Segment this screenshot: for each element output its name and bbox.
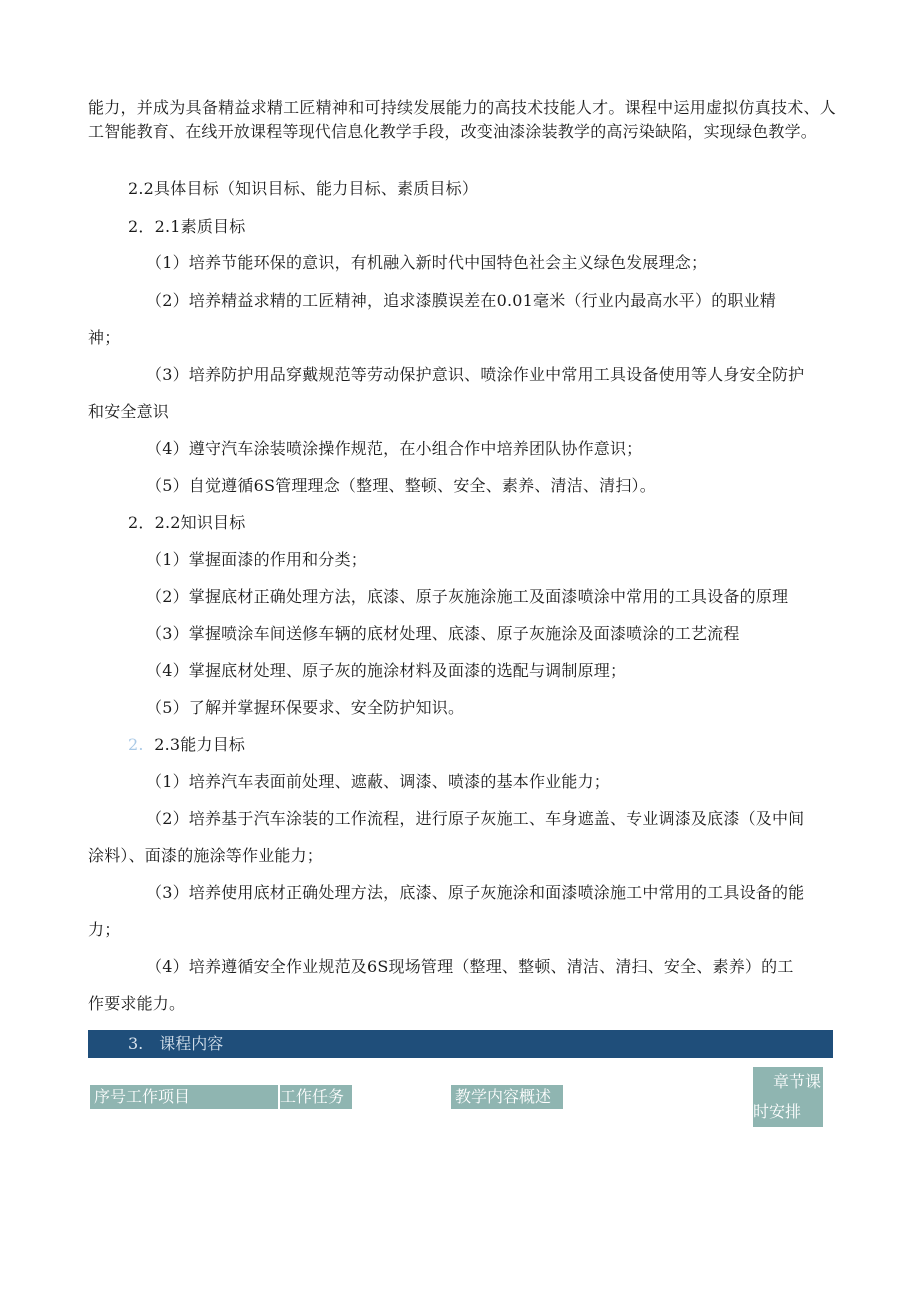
table-header-content: 教学内容概述	[451, 1085, 563, 1109]
quality-item-4: （4）遵守汽车涂装喷涂操作规范，在小组合作中培养团队协作意识；	[146, 439, 643, 458]
table-header-seq-project: 序号工作项目	[90, 1085, 278, 1109]
heading-2-2-3	[128, 733, 245, 757]
ability-item-3-cont: 力；	[88, 920, 121, 939]
table-header-hours-line1: 章节课	[772, 1072, 821, 1091]
quality-item-3-cont: 和安全意识	[88, 402, 170, 421]
knowledge-item-5: （5）了解并掌握环保要求、安全防护知识。	[146, 698, 465, 717]
table-header-hours-line2: 时安排	[753, 1102, 802, 1121]
table-header-hours	[753, 1067, 823, 1127]
heading-2-2: 2.2具体目标（知识目标、能力目标、素质目标）	[128, 179, 479, 198]
ability-item-4-cont: 作要求能力。	[88, 994, 186, 1013]
table-header-task: 工作任务	[280, 1085, 352, 1109]
knowledge-item-2: （2）掌握底材正确处理方法，底漆、原子灰施涂施工及面漆喷涂中常用的工具设备的原理	[146, 587, 789, 606]
heading-2-2-2: 2．2.2知识目标	[128, 513, 246, 532]
quality-item-2-cont: 神；	[88, 328, 121, 347]
ability-item-1: （1）培养汽车表面前处理、遮蔽、调漆、喷漆的基本作业能力；	[146, 772, 610, 791]
quality-item-2: （2）培养精益求精的工匠精神，追求漆膜误差在0.01毫米（行业内最高水平）的职业精	[146, 291, 777, 310]
knowledge-item-3: （3）掌握喷涂车间送修车辆的底材处理、底漆、原子灰施涂及面漆喷涂的工艺流程	[146, 624, 740, 643]
section-3-header: 3. 课程内容	[88, 1030, 833, 1058]
quality-item-5: （5）自觉遵循6S管理理念（整理、整顿、安全、素养、清洁、清扫）。	[146, 476, 656, 495]
heading-2-2-3-text: 2.3能力目标	[154, 735, 246, 754]
knowledge-item-1: （1）掌握面漆的作用和分类；	[146, 550, 367, 569]
knowledge-item-4: （4）掌握底材处理、原子灰的施涂材料及面漆的选配与调制原理；	[146, 661, 627, 680]
ability-item-2-cont: 涂料）、面漆的施涂等作业能力；	[88, 846, 324, 865]
ability-item-2: （2）培养基于汽车涂装的工作流程，进行原子灰施工、车身遮盖、专业调漆及底漆（及中间	[146, 809, 805, 828]
ability-item-4: （4）培养遵循安全作业规范及6S现场管理（整理、整顿、清洁、清扫、安全、素养）的工	[146, 957, 794, 976]
intro-paragraph: 能力，并成为具备精益求精工匠精神和可持续发展能力的高技术技能人才。课程中运用虚拟仿真技术、人工智能教育、在线开放课程等现代信息化教学手段，改变油漆涂装教学的高污染缺陷，实现绿色教学。	[88, 98, 836, 141]
heading-2-2-3-number: 2.	[128, 735, 144, 754]
quality-item-3: （3）培养防护用品穿戴规范等劳动保护意识、喷涂作业中常用工具设备使用等人身安全防护	[146, 365, 805, 384]
ability-item-3: （3）培养使用底材正确处理方法，底漆、原子灰施涂和面漆喷涂施工中常用的工具设备的能	[146, 883, 805, 902]
quality-item-1: （1）培养节能环保的意识，有机融入新时代中国特色社会主义绿色发展理念；	[146, 253, 708, 272]
heading-2-2-1: 2．2.1素质目标	[128, 217, 246, 236]
